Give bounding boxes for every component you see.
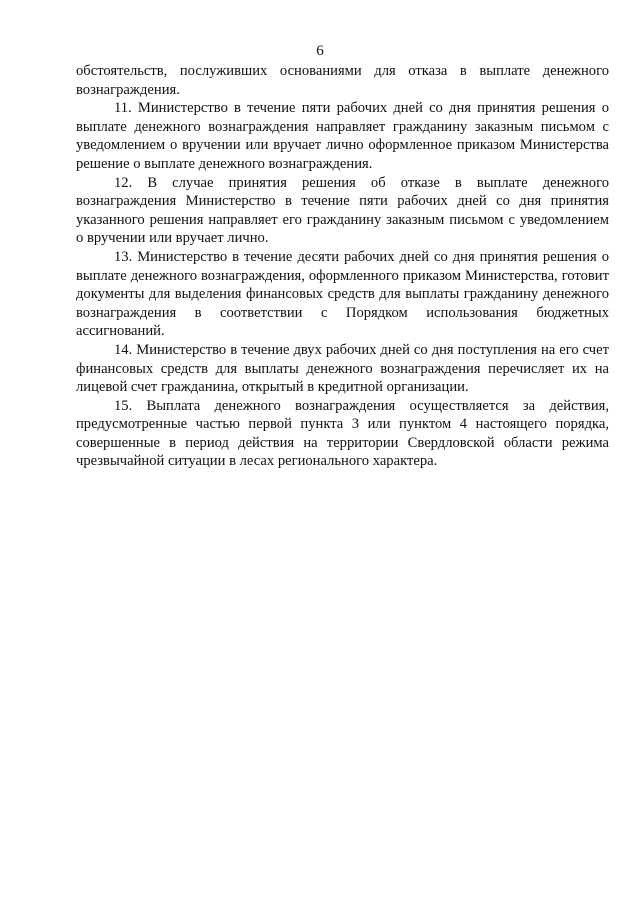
page-number: 6 xyxy=(316,43,324,59)
paragraph-item-15: 15. Выплата денежного вознаграждения осуществляется за действия, предусмотренные частью первой пункта 3 или пунктом 4 настоящего порядка, совершенные в период действия на территории Свердловской области режима чрезвычайной ситуации в лесах регионального характера. xyxy=(76,397,609,470)
paragraph-item-11: 11. Министерство в течение пяти рабочих дней со дня принятия решения о выплате денежного вознаграждения направляет гражданину заказным письмом с уведомлением о вручении или вручает лично оформленное приказом Министерства решение о выплате денежного вознаграждения. xyxy=(76,100,609,172)
document-body xyxy=(76,62,609,471)
paragraph-item-12: 12. В случае принятия решения об отказе в выплате денежного вознаграждения Министерство в течение пяти рабочих дней со дня принятия указанного решения направляет его гражданину заказным письмом с уведомлением о вручении или вручает лично. xyxy=(76,174,609,247)
paragraph-item-14: 14. Министерство в течение двух рабочих дней со дня поступления на его счет финансовых средств для выплаты денежного вознаграждения перечисляет их на лицевой счет гражданина, открытый в кредитной организации. xyxy=(76,341,609,396)
paragraph-continuation: обстоятельств, послуживших основаниями для отказа в выплате денежного вознаграждения. xyxy=(76,63,609,98)
paragraph-item-13: 13. Министерство в течение десяти рабочих дней со дня принятия решения о выплате денежного вознаграждения, оформленного приказом Министерства, готовит документы для выделения финансовых средств для выплаты гражданину денежного вознаграждения в соответствии с Порядком использования бюджетных ассигнований. xyxy=(76,248,609,340)
